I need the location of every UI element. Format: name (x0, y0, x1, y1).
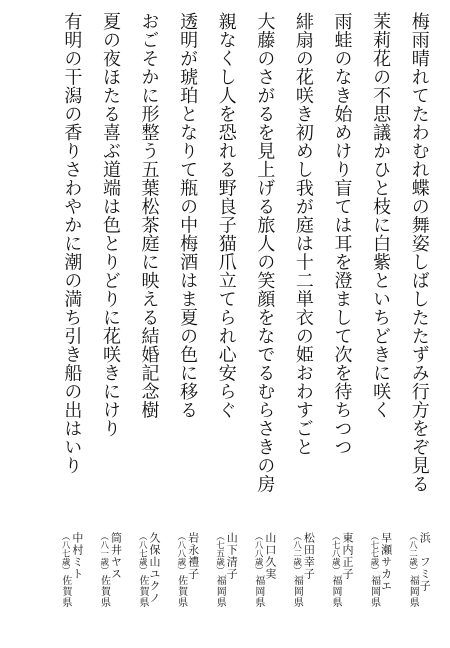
author-prefecture: 佐賀県 (98, 574, 110, 608)
tanka-entry-8 (129, 0, 168, 648)
author-prefecture: 福岡県 (214, 574, 226, 608)
author-age: （八八歳） (253, 532, 264, 575)
author-name: 山下清子 (225, 532, 239, 580)
author-meta (176, 532, 186, 608)
author-block (176, 532, 199, 608)
tanka-poem: おごそかに形整う五葉松茶庭に映える結婚記念樹 (138, 12, 160, 419)
author-name: 浜 フミ子 (418, 532, 432, 592)
author-block (214, 532, 237, 608)
author-prefecture: 佐賀県 (175, 574, 187, 608)
author-name: 東内正子 (341, 532, 355, 580)
author-name: 岩永禮子 (186, 532, 200, 580)
tanka-entry-7 (168, 0, 207, 648)
author-name: 早瀬サカエ (379, 532, 393, 592)
tanka-poem: 親なくし人を恐れる野良子猫爪立てられ心安らぐ (215, 12, 237, 419)
author-prefecture: 福岡県 (368, 574, 380, 608)
author-name: 筒井ヤス (109, 532, 123, 580)
author-name: 松田幸子 (302, 532, 316, 580)
author-block (98, 532, 121, 608)
tanka-entry-3 (322, 0, 361, 648)
author-name: 山口久実 (263, 532, 277, 580)
author-meta (407, 532, 417, 608)
author-age: （八二歳） (291, 532, 302, 575)
author-prefecture: 福岡県 (291, 574, 303, 608)
author-prefecture: 福岡県 (330, 574, 342, 608)
tanka-poem: 梅雨晴れてたわむれ蝶の舞姿しばしたたずみ行方をぞ見る (408, 12, 430, 493)
tanka-poem: 透明が琥珀となりて瓶の中梅酒はま夏の色に移る (177, 12, 199, 419)
author-meta (291, 532, 301, 608)
tanka-entry-1 (399, 0, 438, 648)
author-block (60, 532, 83, 608)
author-name: 中村ミト (70, 532, 84, 580)
tanka-poem: 夏の夜ほたる喜ぶ道端は色とりどりに花咲きにけり (99, 12, 121, 438)
author-meta (98, 532, 108, 608)
author-age: （七五歳） (214, 532, 225, 575)
tanka-entry-2 (361, 0, 400, 648)
author-age: （八八歳） (175, 532, 186, 575)
tanka-poem: 雨蛙のなき始めけり盲ては耳を澄まして次を待ちつつ (331, 12, 353, 456)
tanka-poem: 緋扇の花咲き初めし我が庭は十二単衣の姫おわすごと (292, 12, 314, 456)
tanka-entry-5 (245, 0, 284, 648)
author-name: 久保山ユクノ (148, 532, 162, 604)
author-meta (137, 532, 147, 608)
author-meta (253, 532, 263, 608)
author-age: （七七歳） (368, 532, 379, 575)
author-age: （八二歳） (407, 532, 418, 575)
author-age: （八七歳） (137, 532, 148, 575)
author-block (407, 532, 430, 608)
author-meta (60, 532, 70, 608)
author-block (330, 532, 353, 608)
author-block (253, 532, 276, 608)
author-age: （八七歳） (60, 532, 71, 575)
tanka-entry-4 (284, 0, 323, 648)
author-prefecture: 佐賀県 (59, 574, 71, 608)
author-prefecture: 福岡県 (407, 574, 419, 608)
author-block (369, 532, 392, 608)
author-prefecture: 佐賀県 (137, 574, 149, 608)
author-meta (369, 532, 379, 608)
tanka-entry-6 (206, 0, 245, 648)
tanka-poem: 有明の干潟の香りさわやかに潮の満ち引き船の出はいり (61, 12, 83, 475)
author-meta (330, 532, 340, 608)
tanka-poem: 大藤のさがるを見上げる旅人の笑顔をなでるむらさきの房 (254, 12, 276, 493)
tanka-entry-10 (52, 0, 91, 648)
author-block (137, 532, 160, 608)
tanka-entry-9 (91, 0, 130, 648)
author-age: （七八歳） (330, 532, 341, 575)
author-meta (214, 532, 224, 608)
tanka-poem: 茉莉花の不思議かひと枝に白紫といちどきに咲く (370, 12, 392, 419)
author-block (291, 532, 314, 608)
author-prefecture: 福岡県 (252, 574, 264, 608)
author-age: （八一歳） (98, 532, 109, 575)
